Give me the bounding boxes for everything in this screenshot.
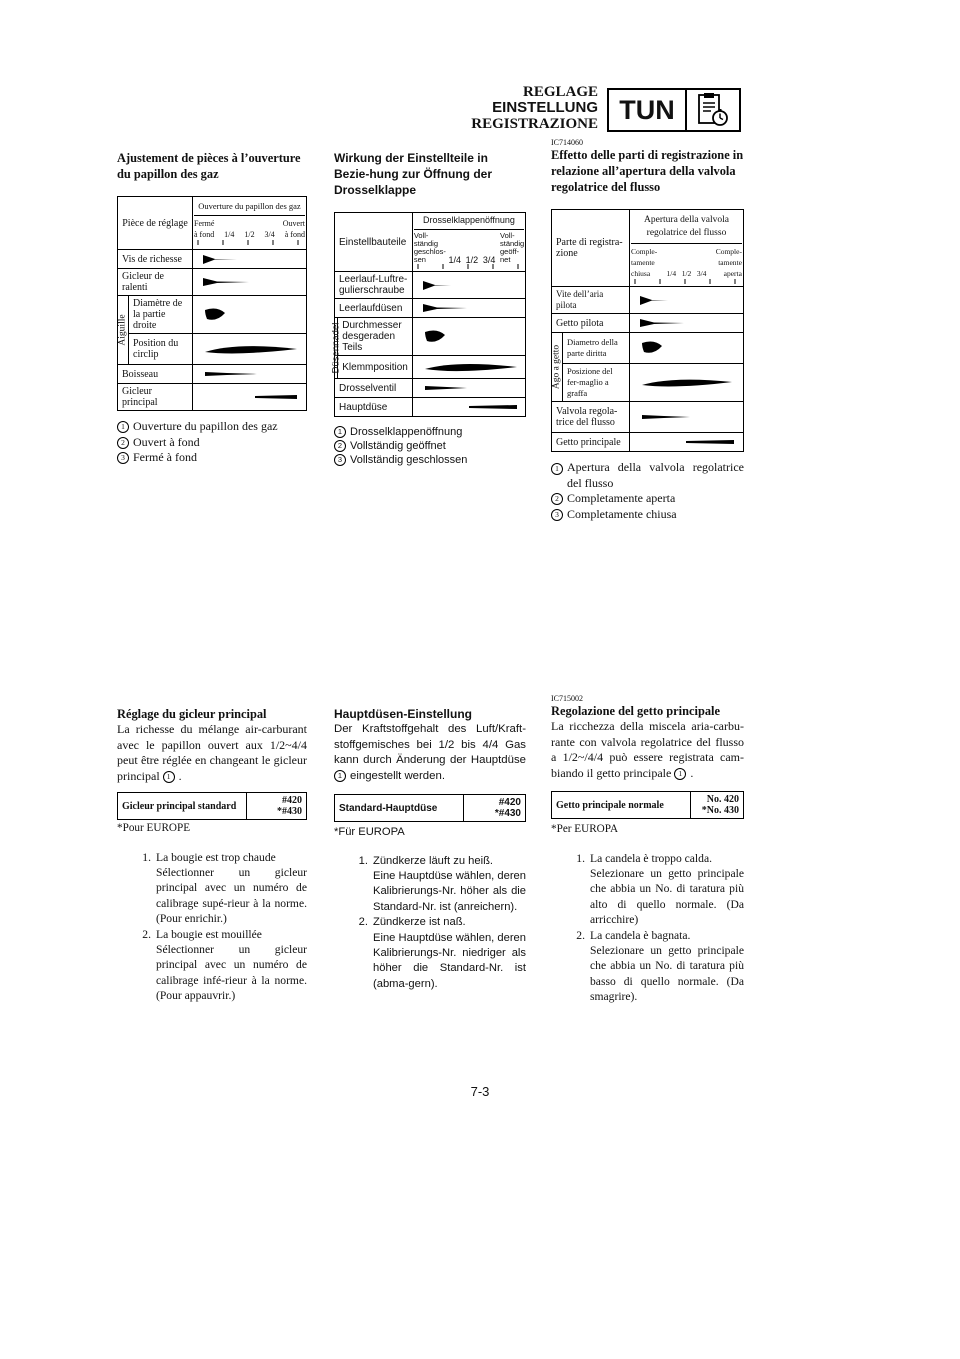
de-top-column [330, 150, 526, 467]
it-needle-diameter-shape [634, 337, 738, 359]
fr-jet-value: #420 [282, 795, 302, 807]
item-text: Eine Hauptdüse wählen, deren Kalibrierungs-Nr. höher als die Standard-Nr. ist (anreichern). [373, 869, 527, 913]
fr-row-label: Gicleur principal [118, 384, 193, 411]
de-row-label: Durchmesser desgeraden Teils [338, 318, 413, 356]
de-jet-value: #420 [498, 797, 521, 809]
fr-main-title: Réglage du gicleur principal [117, 707, 267, 721]
it-shape-cell [630, 433, 744, 452]
fr-needle-diameter-shape [197, 304, 301, 326]
de-clip-position-shape [417, 358, 521, 376]
de-footnote: *Für EUROPA [334, 826, 405, 839]
ref-circle: 3 [551, 509, 563, 521]
legend-text: Drosselklappenöffnung [350, 426, 463, 438]
item-text: Sélectionner un gicleur principal avec un numéro de calibrage supé-rieur à la norme. (Pour enrichir.) [156, 865, 307, 926]
it-row-label: Diametro della parte diritta [563, 333, 630, 364]
page-number: 7-3 [470, 1084, 490, 1099]
it-open-label: Comple-tamente aperta [715, 247, 742, 278]
fr-main-jet-shape [197, 391, 301, 403]
fr-open-header: Ouverture du papillon des gaz [194, 201, 305, 216]
fr-item-list [117, 850, 307, 1004]
ref-circle: 1 [163, 771, 175, 783]
it-row-label: Vite dell’aria pilota [552, 287, 630, 314]
de-row-label: Hauptdüse [335, 398, 413, 417]
it-shape-cell [630, 333, 744, 364]
ref-circle: 1 [674, 768, 686, 780]
de-needle-label: Düsennadel [330, 322, 342, 374]
de-title: Wirkung der Einstellteile in Bezie-hung zur Öffnung der Drosselklappe [334, 151, 492, 197]
fr-row-label: Boisseau [118, 365, 193, 384]
ref-circle: 2 [551, 493, 563, 505]
fr-jet-label: Gicleur principal standard [118, 793, 247, 820]
de-row-label: Leerlaufdüsen [335, 299, 413, 318]
it-main-jet-section [551, 694, 744, 1005]
it-jet-value: No. 420 [706, 794, 739, 806]
legend-text: Vollständig geschlossen [350, 454, 468, 466]
de-jet-table [334, 794, 526, 822]
it-main-body: La ricchezza della miscela aria-carbu-rante con valvola regolatrice del flusso a 1/2~/4/4 può essere registrata cam-biando il getto principale 1 . [551, 719, 744, 780]
de-open-header: Drosselklappenöffnung [414, 215, 524, 230]
de-legend [334, 425, 526, 467]
item-text: Sélectionner un gicleur principal avec un numéro de calibrage infé-rieur à la norme. (Pour appauvrir.) [156, 943, 307, 1003]
fr-needle-label: Aiguille [117, 314, 128, 346]
fr-row-label: Diamètre de la partie droite [129, 296, 193, 334]
de-main-jet-section [334, 706, 526, 992]
de-shape-cell [412, 299, 525, 318]
fr-shape-cell [193, 250, 307, 269]
it-shape-cell [630, 287, 744, 314]
it-open-header: Apertura della valvola regolatrice del flusso [631, 212, 742, 244]
de-open-label: Voll-ständig geöff-net [500, 231, 525, 264]
de-tick: 1/4 [448, 255, 461, 265]
fr-title: Ajustement de pièces à l’ouverture du papillon des gaz [117, 151, 301, 181]
fr-closed-label: Fermé [194, 219, 215, 228]
it-title: Effetto delle parti di registrazione in relazione all’apertura della valvola regolatrice del flusso [551, 148, 744, 194]
fr-open-label: Ouvert [282, 219, 305, 228]
clipboard-stopwatch-icon [687, 90, 739, 130]
de-shape-cell [412, 379, 525, 398]
de-main-body-end: eingestellt werden. [350, 769, 445, 782]
fr-row-label: Vis de richesse [118, 250, 193, 269]
fr-closed-sub: à fond [194, 230, 215, 239]
de-main-body [334, 722, 526, 784]
it-tick-marks [631, 279, 739, 284]
item-number: 2. [358, 916, 368, 929]
de-pilot-jet-shape [417, 302, 521, 314]
fr-main-jet-section [117, 706, 307, 1004]
it-row-label: Getto pilota [552, 314, 630, 333]
it-jet-label: Getto principale normale [552, 792, 691, 819]
item-number: 1. [358, 854, 368, 867]
de-main-jet-shape [417, 401, 521, 413]
de-tick: 3/4 [482, 255, 496, 265]
it-tick: 1/2 [681, 269, 692, 278]
ref-circle: 1 [117, 421, 129, 433]
de-shape-cell [412, 318, 525, 356]
it-legend [551, 460, 744, 522]
ref-circle: 3 [117, 452, 129, 464]
it-main-jet-shape [634, 436, 738, 448]
fr-needle-cell [118, 296, 129, 365]
fr-tick: 1/2 [244, 230, 255, 239]
fr-tick: 3/4 [264, 230, 275, 239]
de-shape-cell [412, 398, 525, 417]
it-part-header: Parte di registra-zione [552, 210, 630, 287]
item-head: La bougie est mouillée [156, 927, 262, 941]
fr-shape-cell [193, 269, 307, 296]
it-shape-cell [630, 314, 744, 333]
ref-circle: 1 [551, 463, 563, 475]
it-clip-position-shape [634, 372, 738, 394]
it-pilot-screw-shape [634, 294, 738, 306]
de-throttle-valve-shape [417, 382, 521, 394]
section-header [471, 84, 598, 132]
fr-main-body-text: La richesse du mélange air-carburant avec le papillon ouvert aux 1/2~4/4 peut être réglée en changeant le gicleur principal [117, 722, 307, 783]
de-row-label: Drosselventil [335, 379, 413, 398]
item-number: 1. [142, 850, 151, 864]
it-needle-cell [552, 333, 563, 402]
item-head: La candela è troppo calda. [590, 851, 712, 865]
legend-text: Apertura della valvola regolatrice del flusso [567, 460, 744, 490]
item-text: Selezionare un getto principale che abbia un No. di taratura più alto di quello normale. (Da arricchire) [590, 866, 744, 927]
de-jet-value-eu: *#430 [494, 808, 521, 820]
legend-text: Vollständig geöffnet [350, 440, 446, 452]
legend-text: Completamente chiusa [567, 506, 677, 521]
fr-shape-cell [193, 365, 307, 384]
fr-legend [117, 419, 307, 466]
fr-top-column [117, 150, 307, 466]
fr-pilot-jet-shape [197, 276, 301, 288]
fr-shape-cell [193, 384, 307, 411]
it-item-list [551, 851, 744, 1005]
de-tick: 1/2 [465, 255, 479, 265]
it-code2: IC715002 [551, 694, 583, 703]
de-shape-cell [412, 272, 525, 299]
fr-tick-marks [194, 240, 302, 245]
fr-row-label: Position du circlip [129, 334, 193, 365]
header-de: EINSTELLUNG [492, 99, 598, 116]
fr-open-sub: à fond [284, 230, 305, 239]
de-main-title: Hauptdüsen-Einstellung [334, 707, 472, 721]
tun-label: TUN [609, 90, 687, 130]
item-head: Zündkerze ist naß. [373, 916, 466, 929]
it-pilot-jet-shape [634, 317, 738, 329]
it-shape-cell [630, 364, 744, 402]
de-item-list [334, 854, 526, 993]
de-tick-marks [414, 264, 522, 269]
ref-circle: 3 [334, 454, 346, 466]
legend-text: Fermé à fond [133, 450, 197, 465]
de-pilot-screw-shape [417, 278, 521, 292]
it-tick: 3/4 [696, 269, 707, 278]
item-number: 2. [576, 928, 585, 942]
legend-text: Ouvert à fond [133, 434, 200, 449]
fr-throttle-valve-shape [197, 368, 301, 380]
de-row-label: Leerlauf-Luftre-gulierschraube [335, 272, 413, 299]
de-row-label: Klemmposition [338, 356, 413, 379]
it-jet-table [551, 791, 744, 819]
fr-footnote: *Pour EUROPE [117, 822, 191, 835]
it-main-body-text: La ricchezza della miscela aria-carbu-rante con valvola regolatrice del flusso a 1/2~/4/4 può essere registrata cam-biando il getto principale [551, 719, 744, 780]
fr-clip-position-shape [197, 338, 301, 360]
item-head: La candela è bagnata. [590, 928, 691, 942]
de-main-body-text: Der Kraftstoffgehalt des Luft/Kraft-stoffgemisches bei 1/2 bis 4/4 Gas kann durch Änderung der Hauptdüse [334, 723, 526, 767]
fr-table [117, 196, 307, 411]
de-needle-diameter-shape [417, 326, 521, 348]
fr-main-body: La richesse du mélange air-carburant avec le papillon ouvert aux 1/2~4/4 peut être réglée en changeant le gicleur principal 1 . [117, 722, 307, 783]
it-row-label: Posizione del fer-maglio a graffa [563, 364, 630, 402]
ref-circle: 2 [334, 440, 346, 452]
header-fr: REGLAGE [522, 84, 598, 100]
it-throttle-valve-shape [634, 410, 738, 424]
it-row-label: Getto principale [552, 433, 630, 452]
it-shape-cell [630, 402, 744, 433]
fr-row-label: Gicleur de ralenti [118, 269, 193, 296]
legend-text: Completamente aperta [567, 491, 676, 506]
it-code: IC714060 [551, 138, 583, 147]
de-part-header: Einstellbauteile [335, 213, 413, 272]
fr-jet-table [117, 792, 307, 820]
item-head: La bougie est trop chaude [156, 850, 276, 864]
de-needle-cell [330, 318, 342, 379]
ref-circle: 1 [334, 426, 346, 438]
fr-shape-cell [193, 334, 307, 365]
it-closed-label: Comple-tamente chiusa [631, 247, 658, 278]
fr-shape-cell [193, 296, 307, 334]
de-table [330, 212, 526, 417]
de-closed-label: Voll-ständig geschlos-sen [413, 231, 446, 264]
ref-circle: 2 [117, 437, 129, 449]
item-number: 1. [576, 851, 585, 865]
legend-text: Ouverture du papillon des gaz [133, 419, 278, 433]
item-text: Eine Hauptdüse wählen, deren Kalibrierungs-Nr. niedriger als höher die Standard-Nr. ist (abma-gern). [373, 931, 527, 990]
it-table [551, 209, 744, 452]
header-it: REGISTRAZIONE [471, 116, 598, 132]
it-needle-label: Ago a getto [551, 344, 562, 390]
fr-pilot-screw-shape [197, 253, 301, 265]
it-row-label: Valvola regola-trice del flusso [552, 402, 630, 433]
item-text: Selezionare un getto principale che abbia un No. di taratura più basso di quello normale. (Da smagrire). [590, 944, 744, 1004]
tun-badge [607, 88, 741, 132]
it-jet-value-eu: *No. 430 [701, 805, 739, 817]
it-footnote: *Per EUROPA [551, 823, 619, 836]
item-head: Zündkerze läuft zu heiß. [373, 854, 494, 867]
fr-tick: 1/4 [224, 230, 235, 239]
fr-jet-value-eu: *#430 [277, 806, 302, 818]
item-number: 2. [142, 927, 151, 941]
de-shape-cell [412, 356, 525, 379]
ref-circle: 1 [334, 770, 346, 782]
fr-part-header: Pièce de réglage [118, 197, 193, 250]
it-tick: 1/4 [666, 269, 677, 278]
de-jet-label: Standard-Hauptdüse [335, 795, 464, 822]
it-main-title: Regolazione del getto principale [551, 704, 720, 718]
it-top-column [551, 138, 744, 522]
